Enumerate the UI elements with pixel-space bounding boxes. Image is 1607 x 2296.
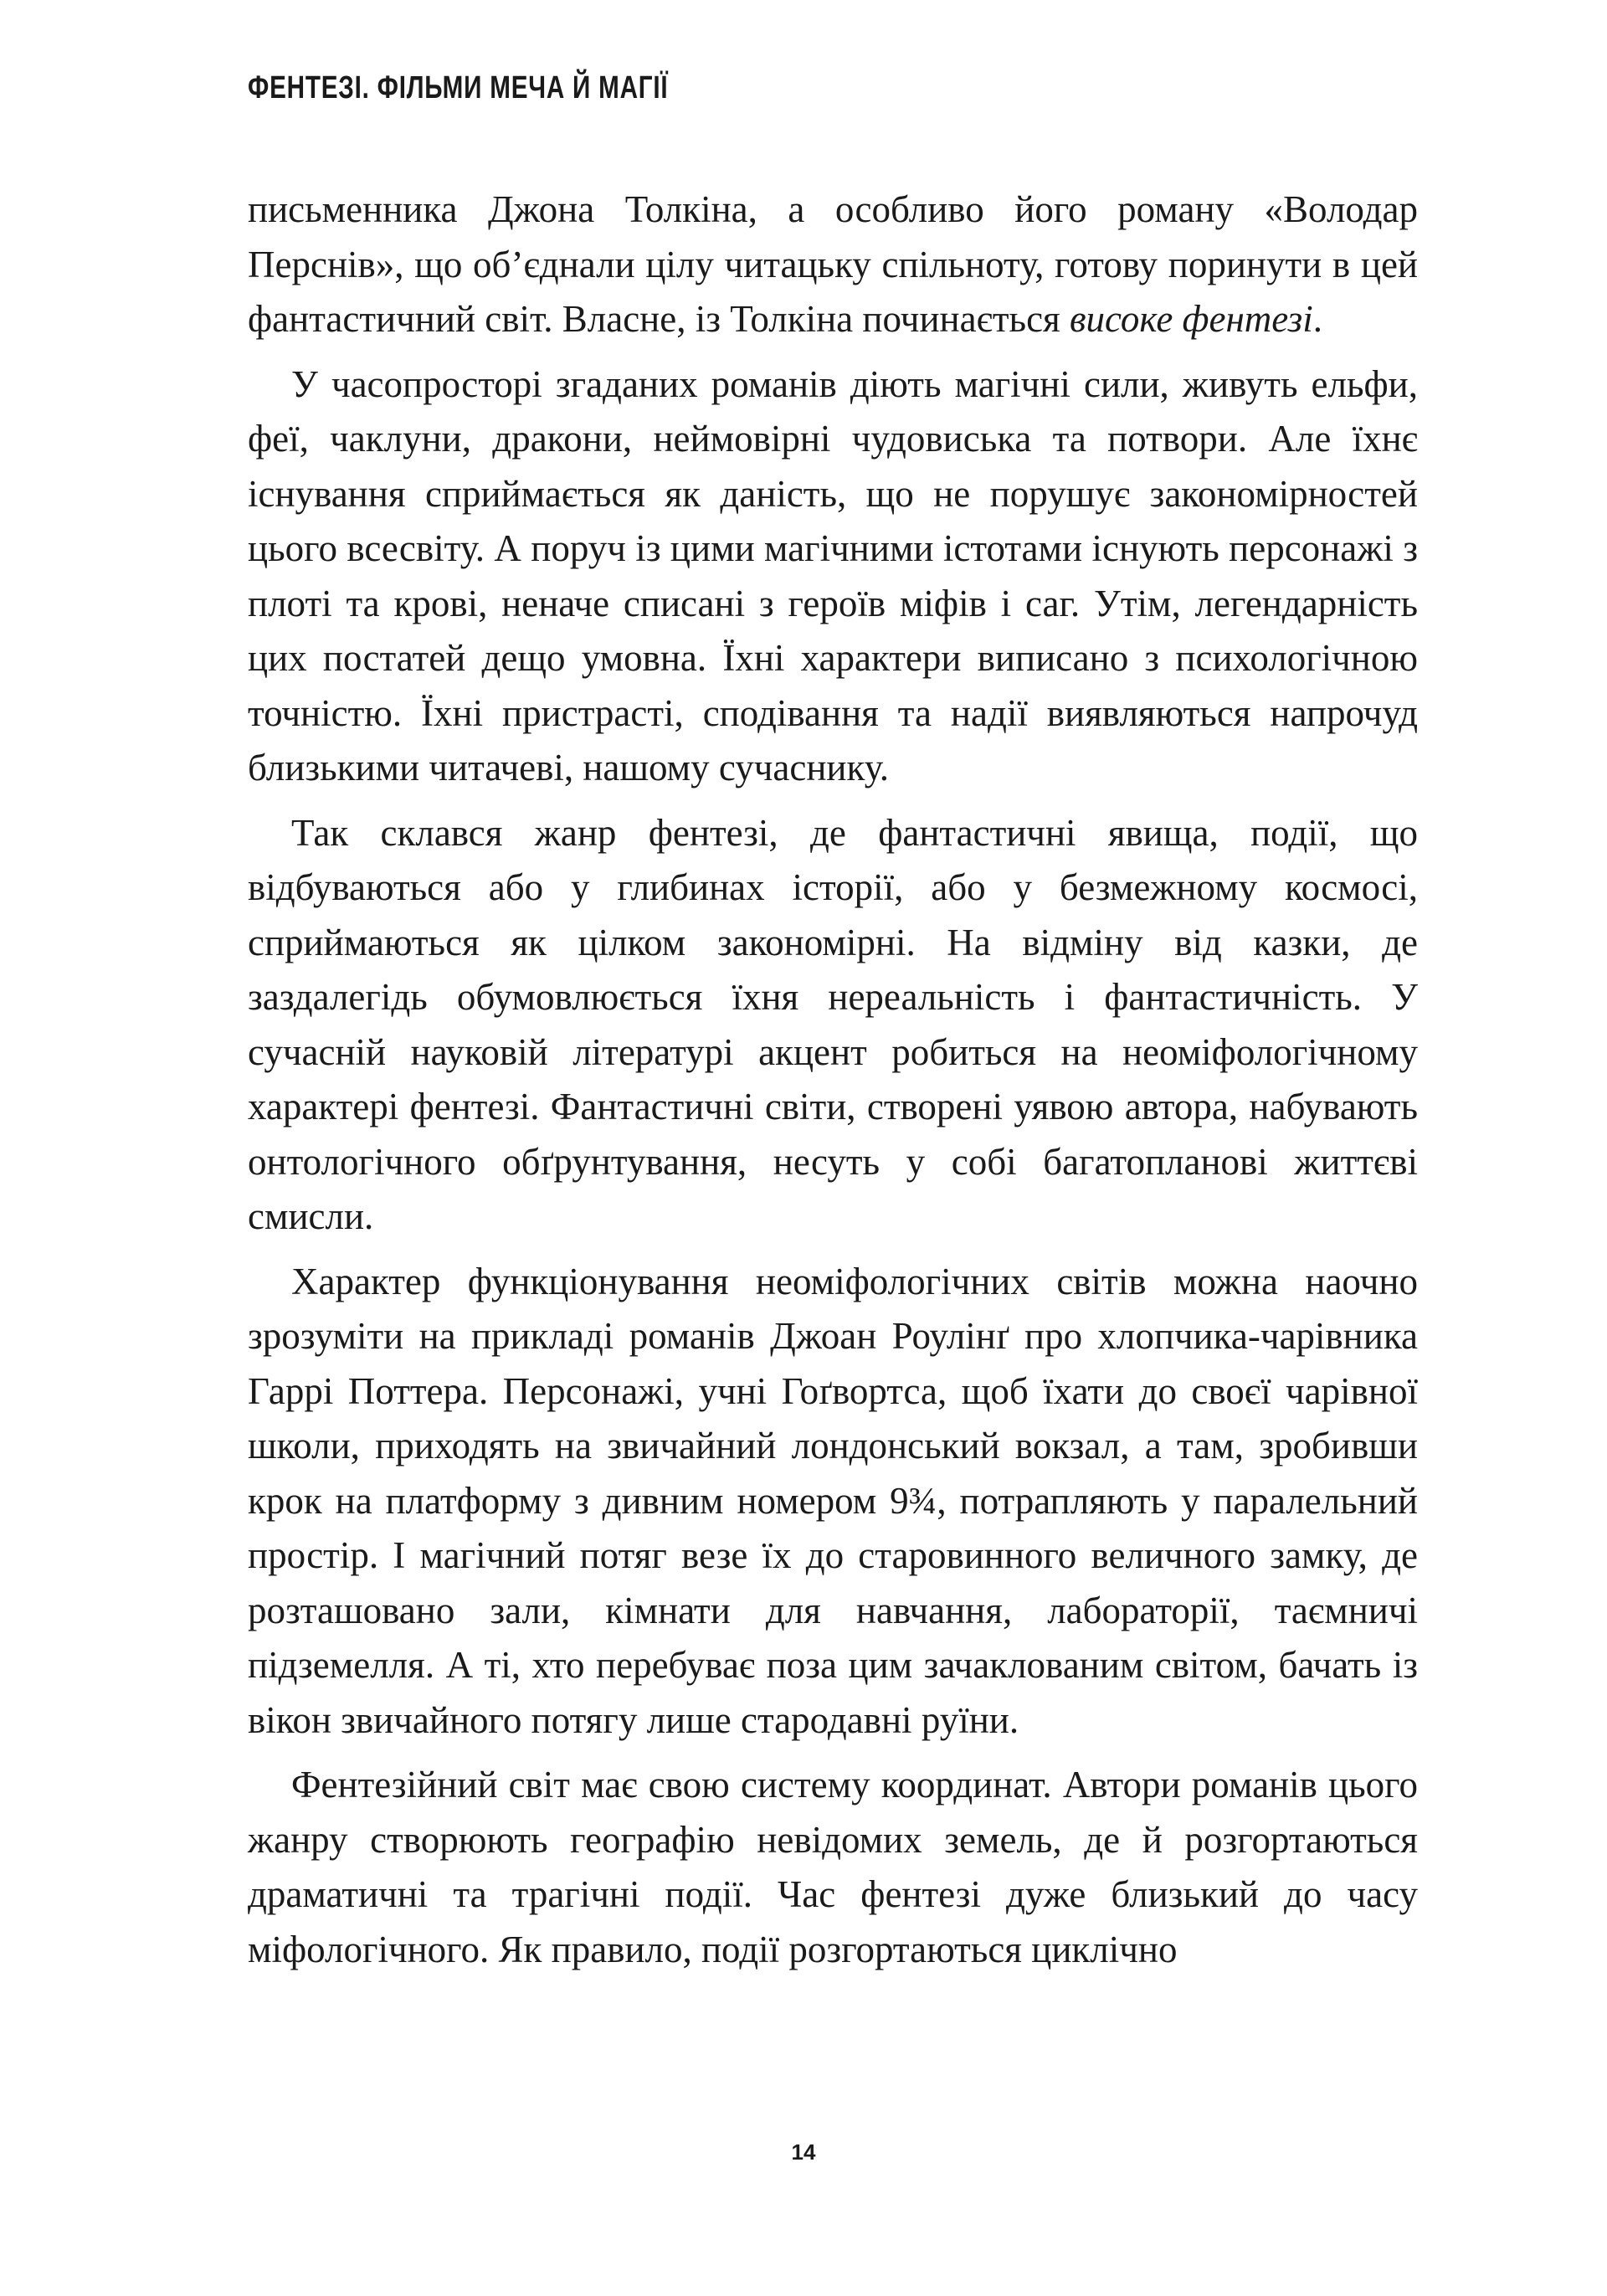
paragraph: Так склався жанр фентезі, де фантастичні явища, події, що відбуваються або у глибинах історії, або у безмежному космосі, сприймаються як цілком закономірні. На відміну від казки, де заздалегідь обумовлюється їхня нереальність і фантастичність. У сучасній науковій літературі акцент робиться на неоміфологічному характері фентезі. Фантастичні світи, створені уявою автора, набувають онтологічного обґрунтування, несуть у собі багатопланові життєві смисли. <box>248 811 1418 1237</box>
paragraph: У часопросторі згаданих романів діють магічні сили, живуть ельфи, феї, чаклуни, дракони, неймовірні чудовиська та потвори. Але їхнє існування сприймається як даність, що не порушує закономірностей цього всесвіту. А поруч із цими магічними істотами існують персонажі з плоті та крові, неначе списані з героїв міфів і саг. Утім, легендарність цих постатей дещо умовна. Їхні характери виписано з психологічною точністю. Їхні пристрасті, сподівання та надії виявляються напрочуд близькими читачеві, нашому сучаснику. <box>248 362 1418 788</box>
paragraph: Характер функціонування неоміфологічних світів можна наочно зрозуміти на прикладі романів Джоан Роулінґ про хлопчика-чарівника Гаррі Поттера. Персонажі, учні Гоґвортса, щоб їхати до своєї чарівної школи, приходять на звичайний лондонський вокзал, а там, зробивши крок на платформу з дивним номером 9¾, потрапляють у паралельний простір. І магічний потяг везе їх до старовинного величного замку, де розташовано зали, кімнати для навчання, лабораторії, таємничі підземелля. А ті, хто перебуває поза цим зачаклованим світом, бачать із вікон звичайного потягу лише стародавні руїни. <box>248 1260 1418 1741</box>
body-text <box>248 182 1418 1987</box>
paragraph-text: письменника Джона Толкіна, а особливо його роману «Володар Перснів», що об’єднали цілу читацьку спільноту, готову поринути в цей фантастичний світ. Власне, із Толкіна починається <box>248 188 1418 340</box>
running-head: ФЕНТЕЗІ. ФІЛЬМИ МЕЧА Й МАГІЇ <box>248 70 669 105</box>
italic-term: високе фентезі <box>1070 298 1313 340</box>
paragraph-continuation <box>248 182 1418 347</box>
paragraph-text-tail: . <box>1312 298 1322 340</box>
paragraph: Фентезійний світ має свою систему координат. Автори романів цього жанру створюють географію невідомих земель, де й розгортаються драматичні та трагічні події. Час фентезі дуже близький до часу міфологічного. Як правило, події розгортаються циклічно <box>248 1764 1418 1970</box>
page-number: 14 <box>791 2139 816 2165</box>
